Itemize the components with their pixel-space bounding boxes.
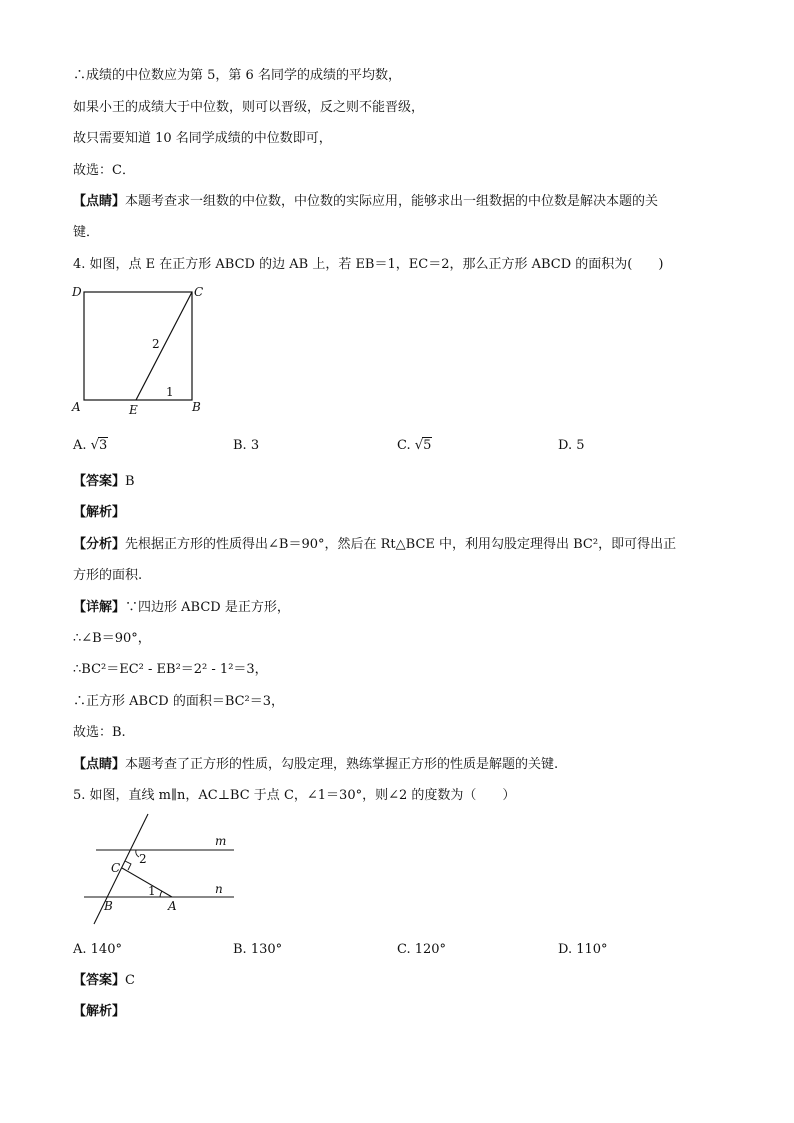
q5-parallel-lines-figure xyxy=(84,812,244,932)
text-line-2: 如果小王的成绩大于中位数，则可以晋级，反之则不能晋级， xyxy=(73,100,425,115)
q4-option-c-radicand: 5 xyxy=(423,438,432,453)
q4-fenxi-cont: 方形的面积. xyxy=(73,568,143,583)
q4-dianjing xyxy=(73,757,558,773)
label-c: C xyxy=(194,285,204,299)
q4-step-2: ∴BC²＝EC² - EB²＝2² - 1²＝3， xyxy=(73,662,268,677)
q4-stem: 4. 如图，点 E 在正方形 ABCD 的边 AB 上，若 EB＝1，EC＝2，那么正方形 ABCD 的面积为( ) xyxy=(73,257,664,272)
xiangjie-tag: 【详解】 xyxy=(73,600,126,615)
label-m: m xyxy=(215,834,227,848)
q4-step-3: ∴正方形 ABCD 的面积＝BC²＝3， xyxy=(73,694,285,709)
dianjing-paragraph xyxy=(73,194,658,210)
text-line-4: 故选：C． xyxy=(73,163,135,178)
q4-option-c xyxy=(397,438,432,454)
q5-option-d: D. 110° xyxy=(558,942,608,957)
q4-option-c-prefix: C. xyxy=(397,438,411,453)
q5-answer xyxy=(73,973,135,989)
sqrt-icon: √3 xyxy=(90,438,108,453)
segment-ec xyxy=(136,292,192,400)
answer-tag: 【答案】 xyxy=(73,474,126,489)
q4-xiangjie xyxy=(73,600,290,616)
q4-option-a-prefix: A. xyxy=(73,438,87,453)
label-ec-length: 2 xyxy=(152,337,160,351)
label-b: B xyxy=(192,400,201,414)
segment-ac xyxy=(122,868,172,897)
label-e: E xyxy=(129,403,138,417)
answer-value: B xyxy=(125,474,135,489)
transversal-bc xyxy=(94,814,148,924)
q4-answer xyxy=(73,474,135,490)
text-line-1: ∴成绩的中位数应为第 5，第 6 名同学的成绩的平均数， xyxy=(73,68,401,83)
label-b: B xyxy=(104,899,113,913)
label-eb-length: 1 xyxy=(166,385,174,399)
q5-stem: 5. 如图，直线 m∥n，AC⊥BC 于点 C，∠1＝30°，则∠2 的度数为（ ） xyxy=(73,788,516,803)
q5-option-b: B. 130° xyxy=(233,942,283,957)
q4-step-4: 故选：B. xyxy=(73,725,126,740)
q5-option-c: C. 120° xyxy=(397,942,447,957)
dianjing-tag: 【点睛】 xyxy=(73,194,126,209)
dianjing-text: 本题考查了正方形的性质，勾股定理，熟练掌握正方形的性质是解题的关键. xyxy=(125,757,559,772)
xiangjie-text: ∵四边形 ABCD 是正方形， xyxy=(125,600,290,615)
label-a: A xyxy=(168,899,177,913)
sqrt-icon: √5 xyxy=(414,438,432,453)
dianjing-tag: 【点睛】 xyxy=(73,757,126,772)
q4-option-d: D. 5 xyxy=(558,438,585,453)
label-angle-2: 2 xyxy=(139,852,147,866)
q4-option-a xyxy=(73,438,108,454)
fenxi-text: 先根据正方形的性质得出∠B＝90°，然后在 Rt△BCE 中，利用勾股定理得出 BC²，即可得出正 xyxy=(125,537,677,552)
q4-step-1: ∴∠B＝90°， xyxy=(73,631,151,646)
label-c: C xyxy=(111,861,121,875)
answer-value: C xyxy=(125,973,135,988)
dianjing-text: 本题考查求一组数的中位数，中位数的实际应用，能够求出一组数据的中位数是解决本题的关 xyxy=(125,194,659,209)
fenxi-tag: 【分析】 xyxy=(73,537,126,552)
q4-jiexi-tag: 【解析】 xyxy=(73,505,126,520)
answer-tag: 【答案】 xyxy=(73,973,126,988)
text-line-3: 故只需要知道 10 名同学成绩的中位数即可， xyxy=(73,131,332,146)
text-line-6: 键． xyxy=(73,225,100,240)
q4-option-a-radicand: 3 xyxy=(98,438,108,453)
q4-fenxi xyxy=(73,537,676,553)
label-a: A xyxy=(72,400,81,414)
label-angle-1: 1 xyxy=(148,884,156,898)
right-angle-mark xyxy=(125,861,131,870)
q5-jiexi-tag: 【解析】 xyxy=(73,1004,126,1019)
q4-square-figure xyxy=(66,283,216,418)
angle-1-arc xyxy=(160,891,162,897)
q4-option-b: B. 3 xyxy=(233,438,260,453)
label-n: n xyxy=(215,882,223,896)
square-abcd xyxy=(84,292,192,400)
q5-option-a: A. 140° xyxy=(73,942,122,957)
label-d: D xyxy=(72,285,82,299)
